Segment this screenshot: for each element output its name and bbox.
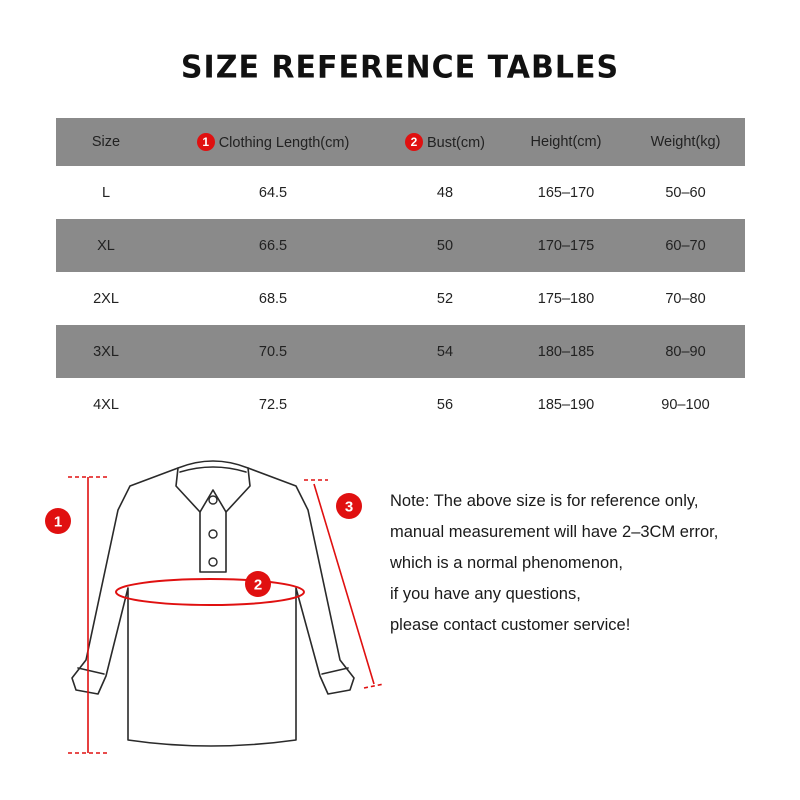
collar-band [180,467,246,472]
table-header-row [56,118,745,166]
length-cell: 70.5 [258,343,288,360]
page-title: SIZE REFERENCE TABLES [180,49,620,86]
note-line: which is a normal phenomenon, [390,554,623,572]
weight-cell: 60–70 [665,237,706,254]
length-cell: 72.5 [258,396,288,413]
sleeve-measure-bottom [364,684,384,688]
weight-cell: 90–100 [661,396,710,413]
size-cell: 2XL [93,290,119,307]
button-bottom [209,558,217,566]
note-line: Note: The above size is for reference only, [390,492,699,510]
header-clothing-length: 1 Clothing Length(cm) [156,133,384,151]
bust-cell: 50 [436,237,454,254]
measurement-note [390,486,790,641]
size-table [56,118,745,431]
table-row [56,325,745,378]
size-cell: 4XL [93,396,119,413]
weight-cell: 80–90 [665,343,706,360]
header-bust: 2 Bust(cm) [384,133,506,151]
marker-2 [245,571,271,597]
marker-2-label: 2 [253,576,263,594]
size-cell: 3XL [93,343,119,360]
length-cell: 64.5 [258,184,288,201]
header-size: Size [91,134,121,150]
size-cell: XL [97,237,115,254]
note-line: manual measurement will have 2–3CM error, [390,523,719,541]
height-cell: 165–170 [537,184,595,201]
marker-1-label: 1 [53,513,63,531]
marker-3 [336,493,362,519]
shirt-outline [72,468,354,746]
weight-cell: 70–80 [665,290,706,307]
bust-cell: 54 [436,343,454,360]
size-cell: L [101,184,111,201]
table-row [56,219,745,272]
marker-1-badge: 1 [197,133,215,151]
height-cell: 180–185 [537,343,595,360]
bust-cell: 52 [436,290,454,307]
table-row [56,272,745,325]
header-weight: Weight(kg) [650,134,721,150]
height-cell: 185–190 [537,396,595,413]
header-height: Height(cm) [530,134,602,150]
marker-3-label: 3 [344,498,354,516]
height-cell: 170–175 [537,237,595,254]
note-line: if you have any questions, [390,585,581,603]
bust-measure-ellipse [116,576,304,605]
weight-cell: 50–60 [665,184,706,201]
height-cell: 175–180 [537,290,595,307]
left-cuff [78,668,104,674]
button-middle [209,530,217,538]
bust-cell: 56 [436,396,454,413]
bust-cell: 48 [436,184,454,201]
note-line: please contact customer service! [390,616,631,634]
table-row [56,166,745,219]
marker-1 [45,508,71,534]
right-cuff [322,668,348,674]
length-cell: 66.5 [258,237,288,254]
button-top [209,496,217,504]
length-cell: 68.5 [258,290,288,307]
table-row [56,378,745,431]
shirt-measurement-diagram [30,450,390,780]
marker-2-badge: 2 [405,133,423,151]
